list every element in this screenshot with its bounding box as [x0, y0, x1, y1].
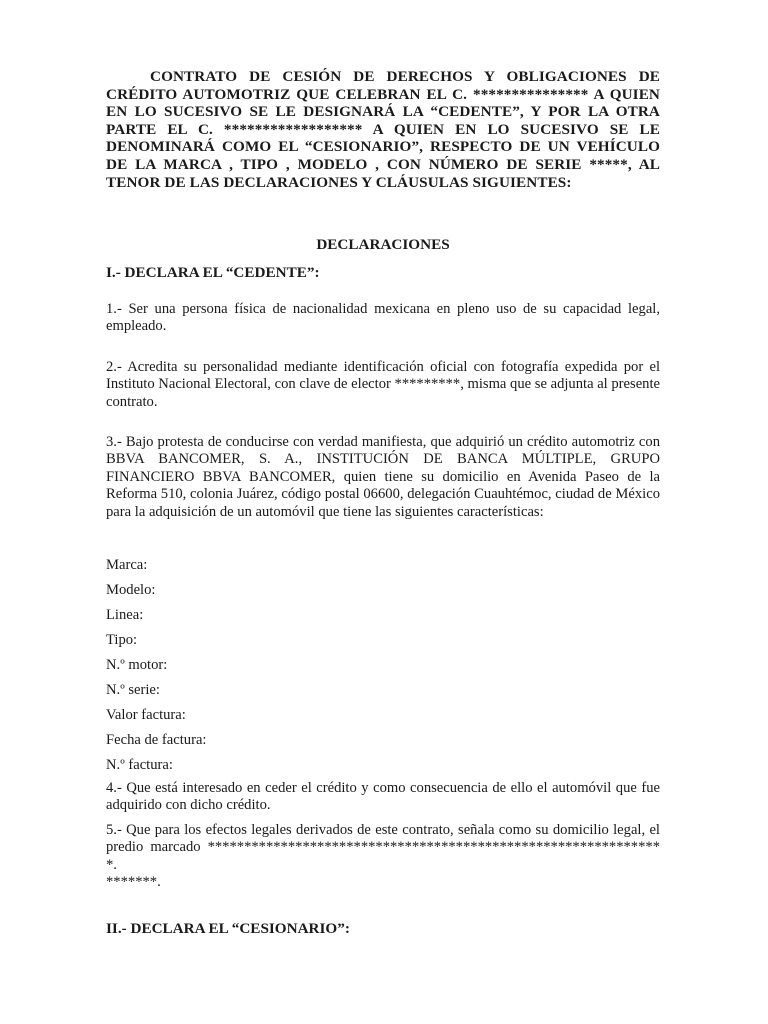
- declaration-paragraph-5-stars: *******.: [106, 874, 161, 890]
- declaraciones-heading: DECLARACIONES: [316, 236, 450, 253]
- field-linea: Linea:: [106, 607, 144, 623]
- field-valor-factura: Valor factura:: [106, 707, 186, 723]
- cesionario-heading: II.- DECLARA EL “CESIONARIO”:: [106, 920, 350, 937]
- declaration-paragraph-1: 1.- Ser una persona física de nacionalidad mexicana en pleno uso de su capacidad legal, empleado.: [106, 301, 660, 335]
- declaration-paragraph-2: 2.- Acredita su personalidad mediante identificación oficial con fotografía expedida por el Instituto Nacional Electoral, con clave de elector *********, misma que se adjunta al presente contrato.: [106, 359, 660, 410]
- declaration-paragraph-3: 3.- Bajo protesta de conducirse con verdad manifiesta, que adquirió un crédito automotriz con BBVA BANCOMER, S. A., INSTITUCIÓN DE BANCA MÚLTIPLE, GRUPO FINANCIERO BBVA BANCOMER, quien tiene su domicilio en Avenida Paseo de la Reforma 510, colonia Juárez, código postal 06600, delegación Cuauhtémoc, ciudad de México para la adquisición de un automóvil que tiene las siguientes características:: [106, 434, 660, 520]
- field-tipo: Tipo:: [106, 632, 138, 648]
- field-marca: Marca:: [106, 557, 148, 573]
- field-fecha-factura: Fecha de factura:: [106, 732, 207, 748]
- cedente-heading: I.- DECLARA EL “CEDENTE”:: [106, 264, 320, 281]
- field-numero-serie: N.º serie:: [106, 682, 160, 698]
- field-modelo: Modelo:: [106, 582, 156, 598]
- declaration-paragraph-4: 4.- Que está interesado en ceder el crédito y como consecuencia de ello el automóvil que fue adquirido con dicho crédito.: [106, 780, 660, 814]
- field-numero-factura: N.º factura:: [106, 757, 173, 773]
- field-numero-motor: N.º motor:: [106, 657, 168, 673]
- contract-title: CONTRATO DE CESIÓN DE DERECHOS Y OBLIGACIONES DE CRÉDITO AUTOMOTRIZ QUE CELEBRAN EL C. *************** A QUIEN EN LO SUCESIVO SE LE DESIGNARÁ LA “CEDENTE”, Y POR LA OTRA PARTE EL C. ****************** A QUIEN EN LO SUCESIVO SE LE DENOMINARÁ COMO EL “CESIONARIO”, RESPECTO DE UN VEHÍCULO DE LA MARCA , TIPO , MODELO , CON NÚMERO DE SERIE *****, AL TENOR DE LAS DECLARACIONES Y CLÁUSULAS SIGUIENTES:: [106, 68, 660, 191]
- declaration-paragraph-5: 5.- Que para los efectos legales derivados de este contrato, señala como su domicilio legal, el predio marcado ***************************************************************.: [106, 822, 660, 873]
